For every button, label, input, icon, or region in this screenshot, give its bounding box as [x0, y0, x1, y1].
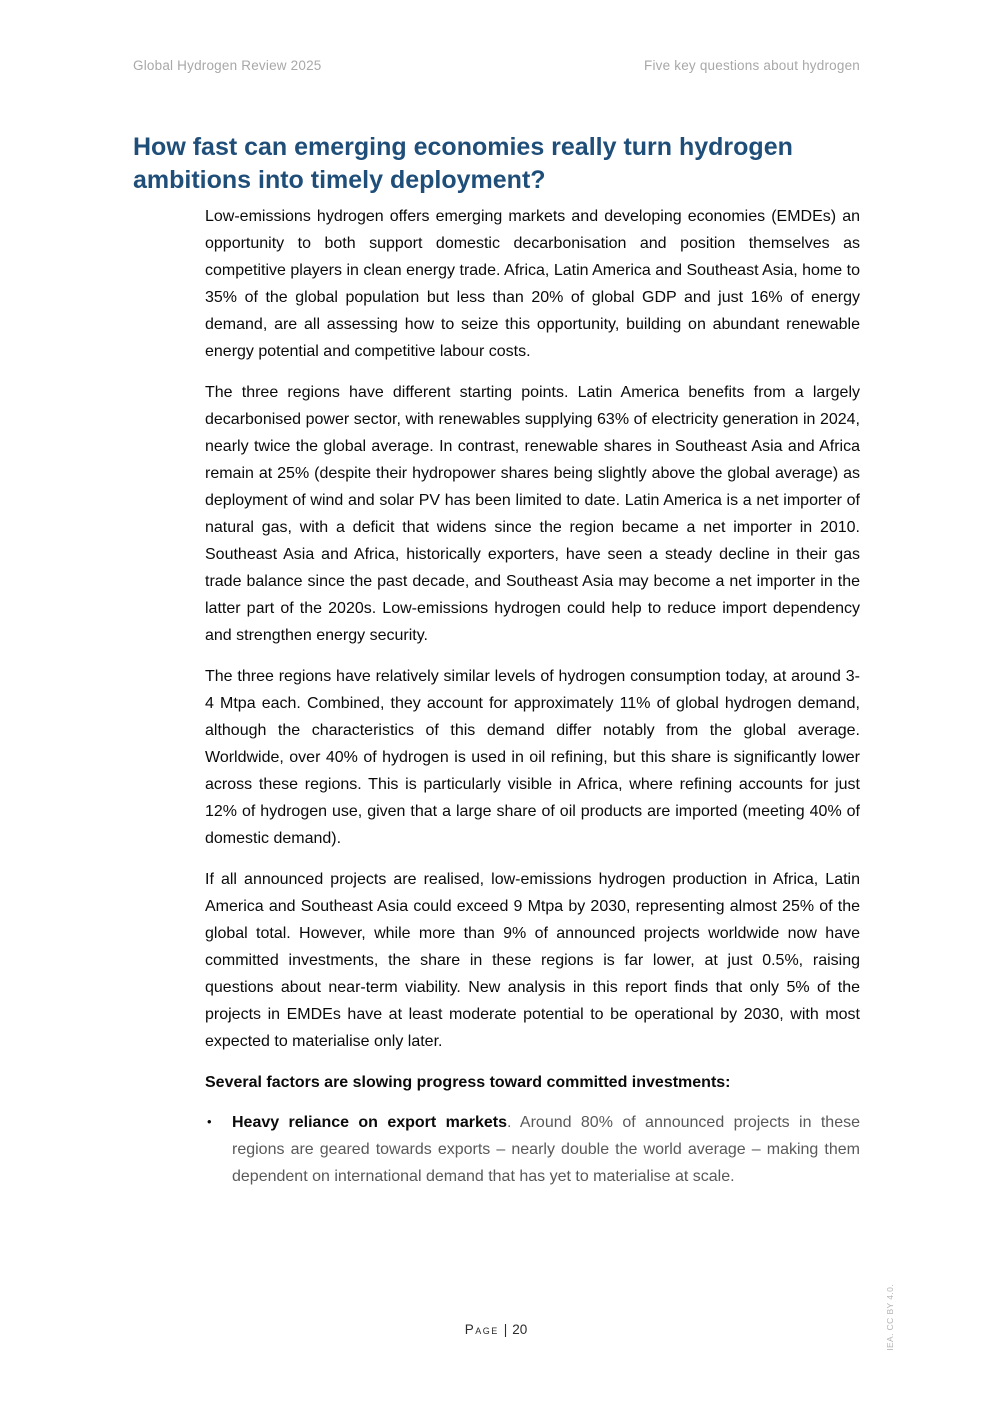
lead-sentence: Several factors are slowing progress toward committed investments:	[205, 1074, 731, 1091]
page-header	[133, 58, 860, 73]
bullet-list	[205, 1109, 860, 1190]
footer-separator: |	[503, 1322, 508, 1337]
footer-page-label: Page	[464, 1322, 499, 1337]
license-note: IEA. CC BY 4.0.	[885, 1284, 895, 1351]
body-text	[205, 203, 860, 1190]
footer-page-number: 20	[512, 1322, 528, 1337]
bullet-rest-text: . Around 80% of announced projects in these regions are geared towards exports – nearly double the world average – making them dependent on international demand that has yet to materialise at scale.	[232, 1114, 860, 1185]
page-title: How fast can emerging economies really turn hydrogen ambitions into timely deployment?	[133, 133, 793, 194]
running-head-right: Five key questions about hydrogen	[644, 58, 860, 73]
paragraph-intro: Low-emissions hydrogen offers emerging markets and developing economies (EMDEs) an opportunity to both support domestic decarbonisation and position themselves as competitive players in clean energy trade. Africa, Latin America and Southeast Asia, home to 35% of the global population but less than 20% of global GDP and just 16% of energy demand, are all assessing how to seize this opportunity, building on abundant renewable energy potential and competitive labour costs.	[205, 208, 860, 360]
paragraph-consumption: The three regions have relatively similar levels of hydrogen consumption today, at around 3-4 Mtpa each. Combined, they account for approximately 11% of global hydrogen demand, although the characteristics of this demand differ notably from the global average. Worldwide, over 40% of hydrogen is used in oil refining, but this share is significantly lower across these regions. This is particularly visible in Africa, where refining accounts for just 12% of hydrogen use, given that a large share of oil products are imported (meeting 40% of domestic demand).	[205, 668, 860, 847]
bullet-bold-text: Heavy reliance on export markets	[232, 1114, 507, 1131]
paragraph-starting-points: The three regions have different starting points. Latin America benefits from a largely decarbonised power sector, with renewables supplying 63% of electricity generation in 2024, nearly twice the global average. In contrast, renewable shares in Southeast Asia and Africa remain at 25% (despite their hydropower shares being slightly above the global average) as deployment of wind and solar PV has been limited to date. Latin America is a net importer of natural gas, with a deficit that widens since the region became a net importer in 2010. Southeast Asia and Africa, historically exporters, have seen a steady decline in their gas trade balance since the past decade, and Southeast Asia may become a net importer in the latter part of the 2020s. Low-emissions hydrogen could help to reduce import dependency and strengthen energy security.	[205, 384, 860, 644]
running-head-left: Global Hydrogen Review 2025	[133, 58, 322, 73]
bullet-icon: •	[207, 1114, 212, 1129]
page-footer	[0, 1322, 992, 1337]
list-item	[205, 1109, 860, 1190]
paragraph-projects: If all announced projects are realised, low-emissions hydrogen production in Africa, Latin America and Southeast Asia could exceed 9 Mtpa by 2030, representing almost 25% of the global total. However, while more than 9% of announced projects worldwide now have committed investments, the share in these regions is far lower, at just 0.5%, raising questions about near-term viability. New analysis in this report finds that only 5% of the projects in EMDEs have at least moderate potential to be operational by 2030, with most expected to materialise only later.	[205, 871, 860, 1050]
